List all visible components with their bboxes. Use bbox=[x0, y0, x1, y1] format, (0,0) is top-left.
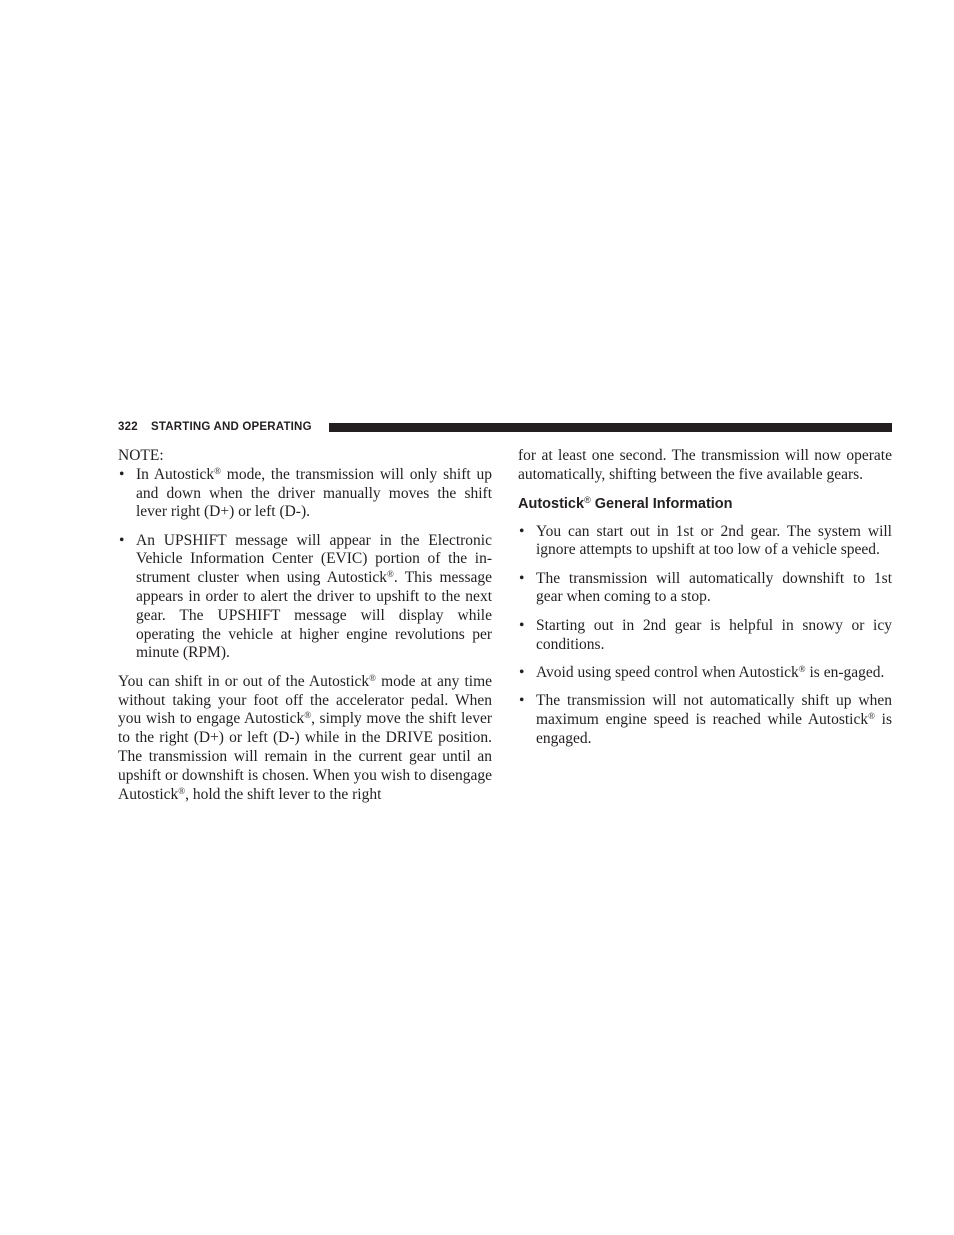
spacer bbox=[518, 607, 892, 617]
note-label: NOTE: bbox=[118, 447, 164, 464]
page-header bbox=[118, 419, 892, 435]
bullet-icon: • bbox=[519, 663, 525, 681]
spacer bbox=[518, 654, 892, 664]
left-column bbox=[118, 447, 492, 804]
spacer bbox=[518, 485, 892, 495]
body-paragraph: You can shift in or out of the Autostick® mode at any time without taking your foot off the accelerator pedal. When you wish to engage Autostick®, simply move the shift lever to the right (D+) or left (D-) while in the DRIVE position. The transmission will remain in the current gear until an upshift or downshift is chosen. When you wish to disengage Autostick®, hold the shift lever to the right bbox=[118, 672, 493, 803]
note-bullet-item: • An UPSHIFT message will appear in the Electronic Vehicle Information Center (EVIC) portion of the in-strument cluster when using Autostick®. This message appears in order to alert the driver to upshift to the next gear. The UPSHIFT message will display while operating the vehicle at higher engine revolutions per minute (RPM). bbox=[119, 531, 492, 662]
spacer bbox=[518, 560, 892, 570]
spacer bbox=[118, 663, 492, 673]
note-bullet-list bbox=[118, 466, 492, 663]
info-bullet-item: • You can start out in 1st or 2nd gear. The system will ignore attempts to upshift at too low of a vehicle speed. bbox=[519, 522, 892, 559]
registered-mark: ® bbox=[369, 672, 376, 683]
bullet-icon: • bbox=[119, 465, 125, 483]
header-rule bbox=[329, 423, 892, 432]
registered-mark: ® bbox=[178, 785, 186, 796]
bullet-icon: • bbox=[519, 522, 525, 540]
section-title: STARTING AND OPERATING bbox=[151, 421, 312, 433]
info-bullet-item: • Starting out in 2nd gear is helpful in snowy or icy conditions. bbox=[519, 616, 892, 653]
info-bullet-item: • The transmission will automatically downshift to 1st gear when coming to a stop. bbox=[519, 569, 892, 606]
note-bullet-item: • In Autostick® mode, the transmission will only shift up and down when the driver manually moves the shift lever right (D+) or left (D-). bbox=[119, 465, 492, 521]
registered-mark: ® bbox=[387, 569, 394, 580]
bullet-icon: • bbox=[519, 569, 525, 587]
registered-mark: ® bbox=[868, 710, 875, 721]
registered-mark: ® bbox=[584, 494, 591, 505]
bullet-icon: • bbox=[119, 531, 125, 549]
spacer bbox=[518, 683, 892, 693]
spacer bbox=[118, 522, 492, 532]
registered-mark: ® bbox=[214, 465, 221, 476]
registered-mark: ® bbox=[798, 663, 806, 674]
info-bullet-item: • Avoid using speed control when Autostick® is en-gaged. bbox=[519, 663, 885, 681]
bullet-icon: • bbox=[519, 692, 525, 710]
info-bullet-item: • The transmission will not automatically shift up when maximum engine speed is reached while Autostick® is engaged. bbox=[519, 692, 893, 747]
spacer bbox=[518, 513, 892, 523]
continuation-paragraph: for at least one second. The transmission will now operate automatically, shifting between the five available gears. bbox=[518, 447, 892, 483]
right-column bbox=[518, 447, 892, 749]
registered-mark: ® bbox=[304, 710, 312, 721]
bullet-icon: • bbox=[519, 616, 525, 634]
page-number: 322 bbox=[118, 421, 138, 433]
section-heading: Autostick® General Information bbox=[518, 494, 733, 512]
info-bullet-list bbox=[518, 523, 892, 749]
